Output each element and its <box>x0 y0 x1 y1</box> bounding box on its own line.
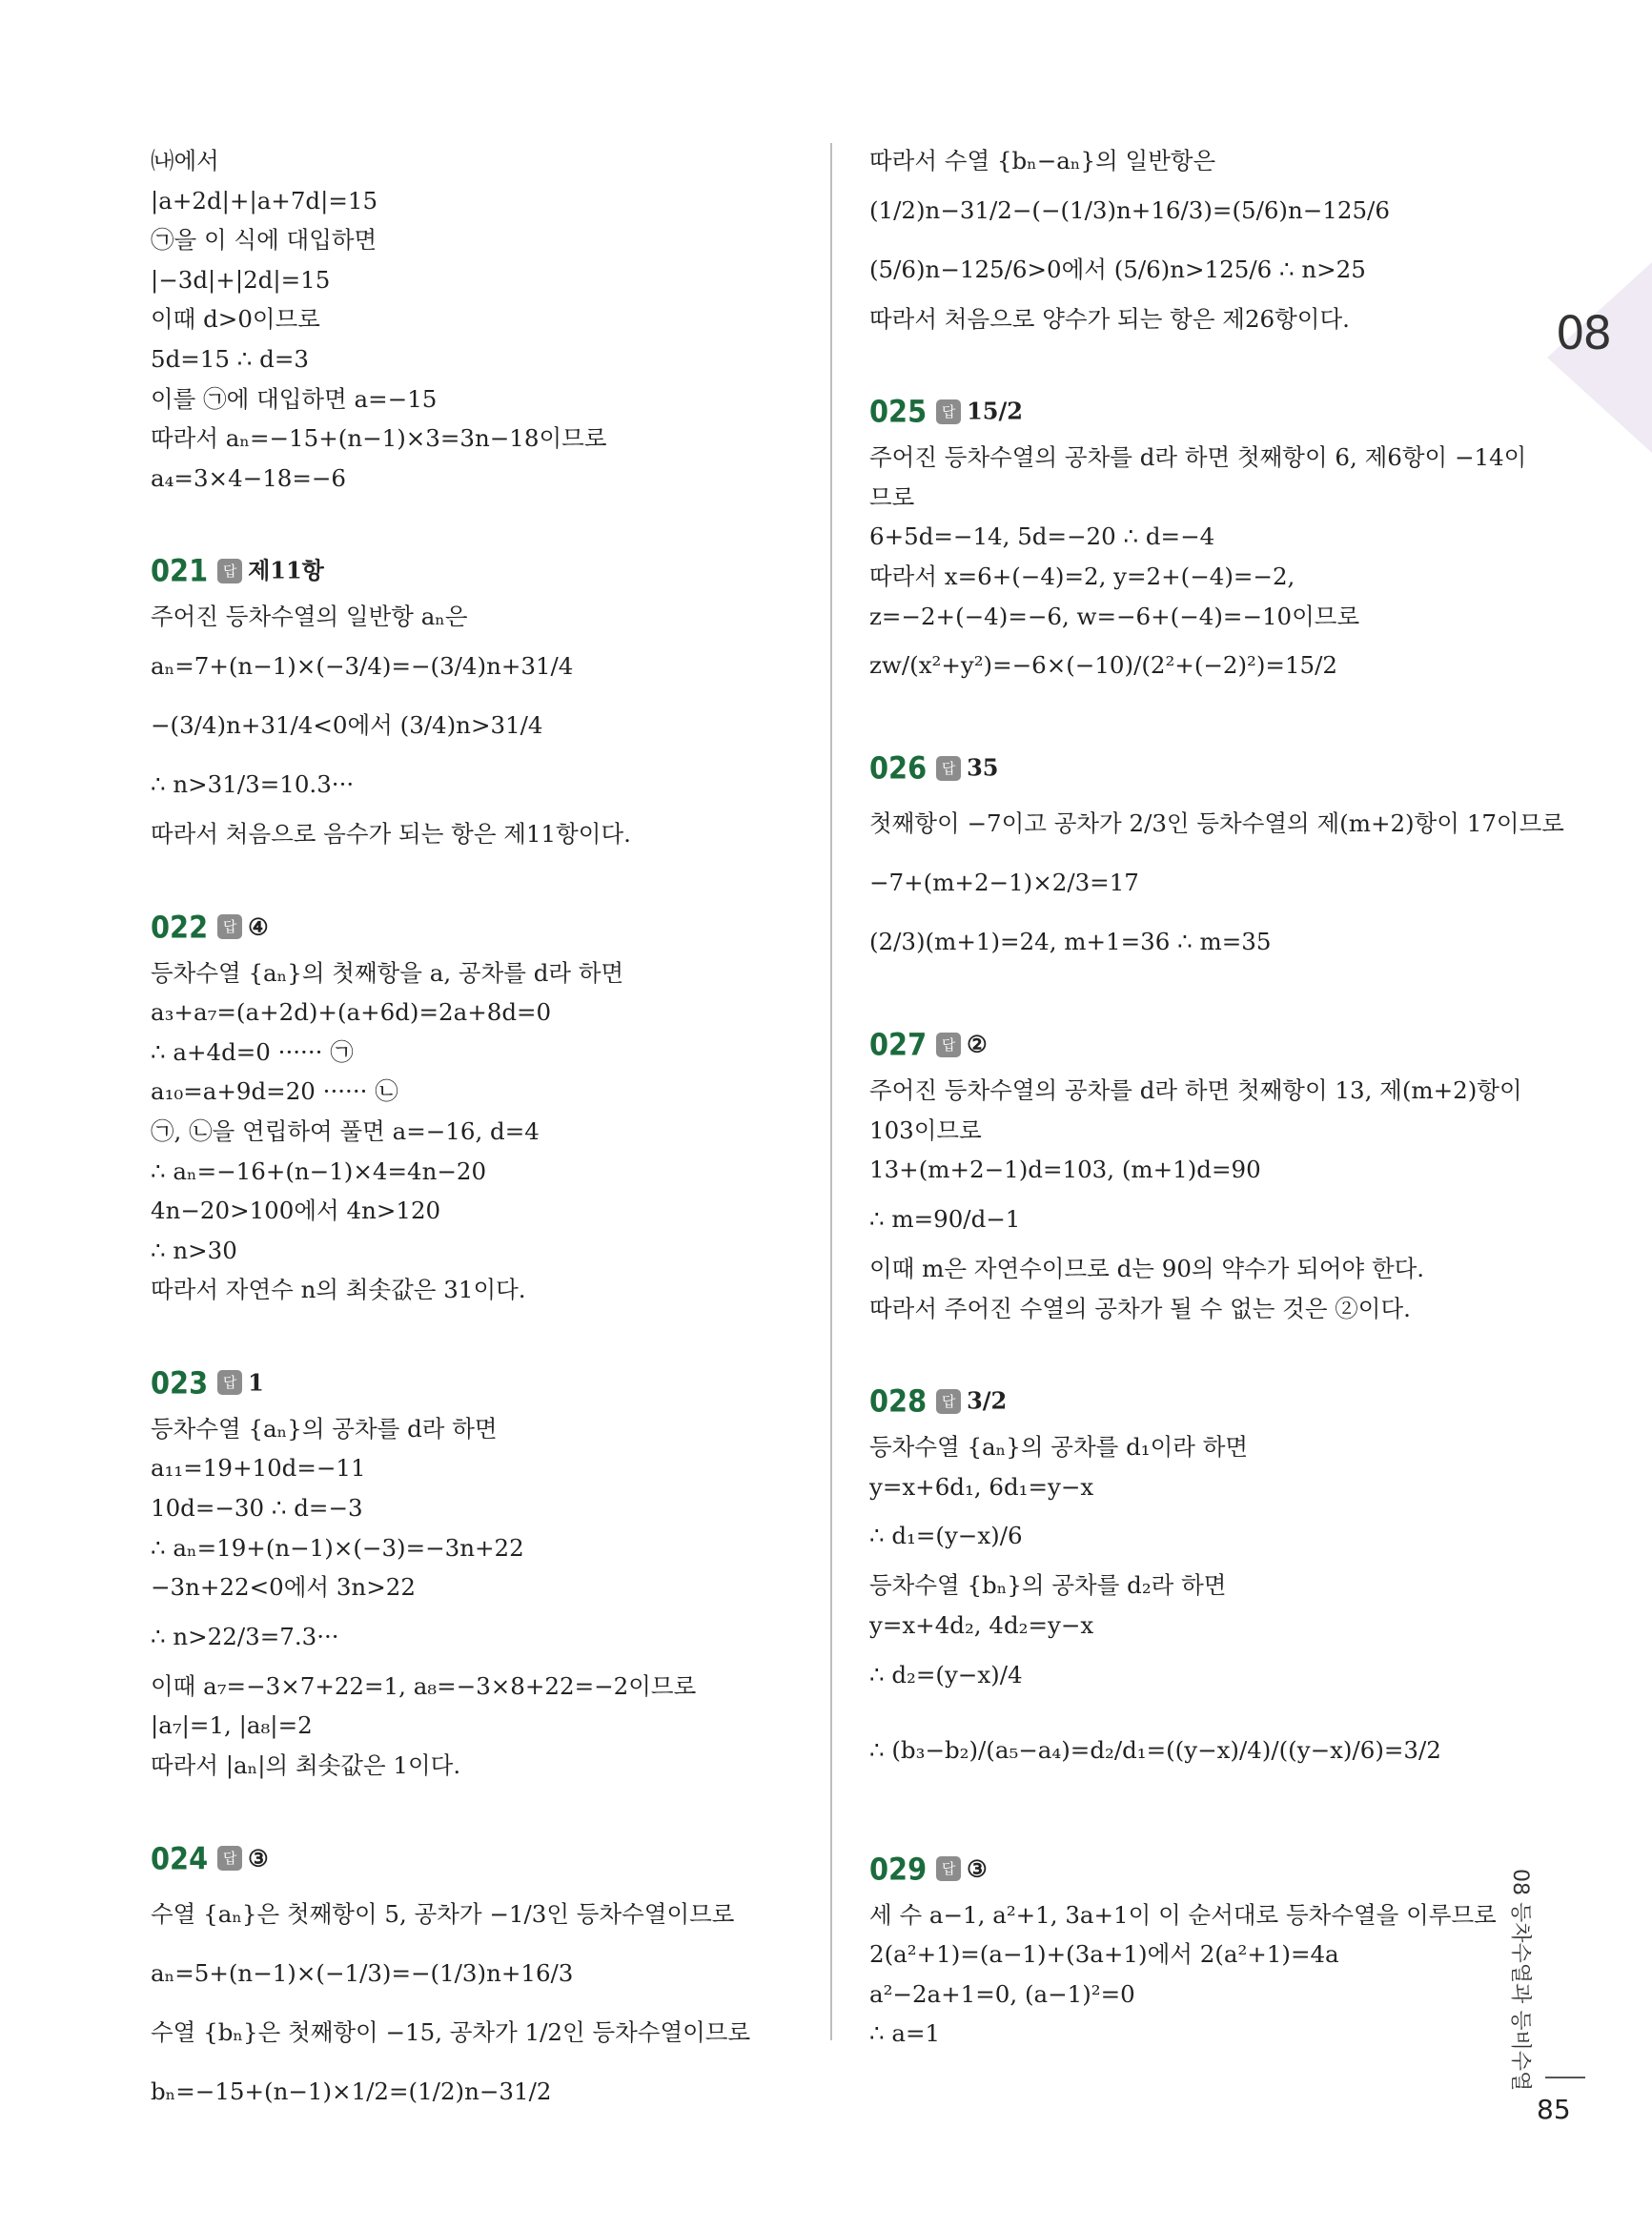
problem-heading <box>151 900 818 953</box>
solution-line: 세 수 a−1, a²+1, 3a+1이 이 순서대로 등차수열을 이루므로 <box>869 1900 1497 1929</box>
answer-badge: 답 <box>936 1856 961 1881</box>
solution-line: ∴ a=1 <box>869 2019 941 2048</box>
answer-badge: 답 <box>936 756 961 781</box>
solution-line: 따라서 x=6+(−4)=2, y=2+(−4)=−2, <box>869 562 1295 590</box>
solution-line: 수열 {bₙ}은 첫째항이 −15, 공차가 1/2인 등차수열이므로 <box>151 2017 751 2046</box>
answer-value: 제11항 <box>248 556 324 584</box>
chapter-title: 08 등차수열과 등비수열 <box>1508 1869 1532 2092</box>
section-gap <box>151 854 818 900</box>
solution-line: a₁₀=a+9d=20 ······ ㉡ <box>151 1077 398 1106</box>
solution-line: 등차수열 {bₙ}의 공차를 d₂라 하면 <box>869 1571 1227 1600</box>
solution-line: 주어진 등차수열의 공차를 d라 하면 첫째항이 13, 제(m+2)항이 <box>869 1076 1522 1105</box>
answer-value: 3/2 <box>967 1386 1008 1415</box>
solution-line: |a₇|=1, |a₈|=2 <box>151 1711 313 1740</box>
solution-line: 10d=−30 ∴ d=−3 <box>151 1494 363 1523</box>
solution-line: 따라서 주어진 수열의 공차가 될 수 없는 것은 ②이다. <box>869 1294 1411 1322</box>
problem-number: 027 <box>869 1026 928 1063</box>
answer-value: 35 <box>967 753 999 782</box>
problem-heading <box>151 1356 818 1409</box>
solution-line: 따라서 처음으로 음수가 되는 항은 제11항이다. <box>151 819 631 848</box>
section-gap <box>869 972 1518 1017</box>
problem-number: 022 <box>151 909 209 946</box>
solution-line: ∴ aₙ=19+(n−1)×(−3)=−3n+22 <box>151 1533 524 1562</box>
answer-badge: 답 <box>217 559 242 583</box>
solution-line: y=x+6d₁, 6d₁=y−x <box>869 1472 1094 1501</box>
solution-line: ∴ d₂=(y−x)/4 <box>869 1660 1023 1689</box>
solution-line: |−3d|+|2d|=15 <box>151 265 331 294</box>
solution-line: 따라서 수열 {bₙ−aₙ}의 일반항은 <box>869 147 1216 174</box>
solution-line: ㈏에서 <box>151 147 219 174</box>
page-number: 85 <box>1537 2094 1571 2125</box>
problem-number: 021 <box>151 552 209 589</box>
solution-line: a₃+a₇=(a+2d)+(a+6d)=2a+8d=0 <box>151 998 552 1027</box>
answer-value: ③ <box>248 1844 269 1873</box>
section-gap <box>151 498 818 543</box>
answer-badge: 답 <box>217 1846 242 1871</box>
solution-line: ∴ (b₃−b₂)/(a₅−a₄)=d₂/d₁=((y−x)/4)/((y−x)/6)=3/2 <box>869 1735 1441 1764</box>
section-gap <box>869 1328 1518 1374</box>
problem-number: 024 <box>151 1840 209 1877</box>
solution-line: 2(a²+1)=(a−1)+(3a+1)에서 2(a²+1)=4a <box>869 1940 1339 1969</box>
solution-line: zw/(x²+y²)=−6×(−10)/(2²+(−2)²)=15/2 <box>869 651 1337 680</box>
solution-line: 따라서 |aₙ|의 최솟값은 1이다. <box>151 1751 461 1780</box>
solution-line: 주어진 등차수열의 공차를 d라 하면 첫째항이 6, 제6항이 −14이 <box>869 443 1527 472</box>
solution-line: ∴ n>31/3=10.3··· <box>151 769 355 798</box>
chapter-tab-number: 08 <box>1556 307 1611 360</box>
solution-line: 이때 d>0이므로 <box>151 305 320 334</box>
problem-number: 026 <box>869 749 928 787</box>
solution-line: 수열 {aₙ}은 첫째항이 5, 공차가 −1/3인 등차수열이므로 <box>151 1899 735 1928</box>
solution-line: 등차수열 {aₙ}의 공차를 d라 하면 <box>151 1414 498 1443</box>
solution-line: 13+(m+2−1)d=103, (m+1)d=90 <box>869 1156 1261 1184</box>
solution-line: ㉠, ㉡을 연립하여 풀면 a=−16, d=4 <box>151 1116 540 1145</box>
solution-line: (2/3)(m+1)=24, m+1=36 ∴ m=35 <box>869 928 1272 956</box>
solution-line: 4n−20>100에서 4n>120 <box>151 1197 441 1225</box>
solution-line: 등차수열 {aₙ}의 첫째항을 a, 공차를 d라 하면 <box>151 958 624 987</box>
answer-value: ③ <box>967 1854 988 1882</box>
solution-line: 므로 <box>869 482 915 511</box>
solution-line: bₙ=−15+(n−1)×1/2=(1/2)n−31/2 <box>151 2077 552 2105</box>
problem-heading <box>869 1017 1518 1071</box>
section-gap <box>869 695 1518 741</box>
solution-line: a²−2a+1=0, (a−1)²=0 <box>869 1979 1135 2008</box>
answer-value: ② <box>967 1030 988 1058</box>
solution-line: ∴ n>22/3=7.3··· <box>151 1622 339 1650</box>
solution-line: aₙ=7+(n−1)×(−3/4)=−(3/4)n+31/4 <box>151 651 574 680</box>
answer-badge: 답 <box>217 914 242 939</box>
left-column <box>151 141 818 2121</box>
solution-line: 따라서 처음으로 양수가 되는 항은 제26항이다. <box>869 304 1350 333</box>
solution-line: z=−2+(−4)=−6, w=−6+(−4)=−10이므로 <box>869 602 1360 630</box>
solution-line: |a+2d|+|a+7d|=15 <box>151 186 378 215</box>
answer-value: ④ <box>248 912 269 941</box>
solution-line: y=x+4d₂, 4d₂=y−x <box>869 1610 1094 1639</box>
solution-line: −7+(m+2−1)×2/3=17 <box>869 869 1139 897</box>
solution-line: 5d=15 ∴ d=3 <box>151 344 309 373</box>
answer-value: 1 <box>248 1368 264 1397</box>
solution-line: ∴ a+4d=0 ······ ㉠ <box>151 1037 354 1066</box>
section-gap <box>869 1796 1518 1842</box>
footer-rule <box>1545 2077 1585 2078</box>
solution-line: 첫째항이 −7이고 공차가 2/3인 등차수열의 제(m+2)항이 17이므로 <box>869 809 1564 838</box>
section-gap <box>151 1310 818 1356</box>
problem-number: 029 <box>869 1851 928 1887</box>
problem-number: 028 <box>869 1382 928 1420</box>
problem-heading <box>869 1842 1518 1895</box>
problem-heading <box>869 384 1518 438</box>
solution-line: ∴ m=90/d−1 <box>869 1204 1021 1233</box>
solution-line: ∴ d₁=(y−x)/6 <box>869 1522 1023 1550</box>
solution-line: 103이므로 <box>869 1116 982 1144</box>
solution-line: 이때 m은 자연수이므로 d는 90의 약수가 되어야 한다. <box>869 1254 1425 1282</box>
solution-line: a₁₁=19+10d=−11 <box>151 1454 366 1483</box>
solution-line: 등차수열 {aₙ}의 공차를 d₁이라 하면 <box>869 1433 1249 1462</box>
problem-heading <box>151 1832 818 1885</box>
column-divider <box>830 143 832 2040</box>
solution-line: a₄=3×4−18=−6 <box>151 463 347 492</box>
solution-line: 이때 a₇=−3×7+22=1, a₈=−3×8+22=−2이므로 <box>151 1671 697 1700</box>
answer-value: 15/2 <box>967 397 1023 425</box>
solution-line: 6+5d=−14, 5d=−20 ∴ d=−4 <box>869 522 1215 551</box>
solution-line: ㉠을 이 식에 대입하면 <box>151 226 377 255</box>
solution-line: aₙ=5+(n−1)×(−1/3)=−(1/3)n+16/3 <box>151 1958 574 1987</box>
solution-line: −(3/4)n+31/4<0에서 (3/4)n>31/4 <box>151 710 543 739</box>
problem-heading <box>869 1374 1518 1427</box>
answer-badge: 답 <box>936 1033 961 1057</box>
solution-line: 주어진 등차수열의 일반항 aₙ은 <box>151 603 468 631</box>
solution-line: (5/6)n−125/6>0에서 (5/6)n>125/6 ∴ n>25 <box>869 255 1366 283</box>
solution-line: ∴ n>30 <box>151 1236 237 1264</box>
solution-line: −3n+22<0에서 3n>22 <box>151 1573 416 1602</box>
solution-line: 따라서 aₙ=−15+(n−1)×3=3n−18이므로 <box>151 424 607 453</box>
section-gap <box>869 338 1518 384</box>
answer-badge: 답 <box>936 399 961 424</box>
problem-heading <box>151 543 818 597</box>
problem-number: 025 <box>869 393 928 430</box>
problem-number: 023 <box>151 1364 209 1402</box>
problem-heading <box>869 741 1518 794</box>
solution-line: 따라서 자연수 n의 최솟값은 31이다. <box>151 1276 526 1304</box>
answer-badge: 답 <box>217 1370 242 1395</box>
solution-line: (1/2)n−31/2−(−(1/3)n+16/3)=(5/6)n−125/6 <box>869 195 1390 224</box>
solution-line: 이를 ㉠에 대입하면 a=−15 <box>151 384 438 413</box>
solution-line: ∴ aₙ=−16+(n−1)×4=4n−20 <box>151 1156 487 1185</box>
answer-badge: 답 <box>936 1389 961 1414</box>
section-gap <box>151 1786 818 1832</box>
